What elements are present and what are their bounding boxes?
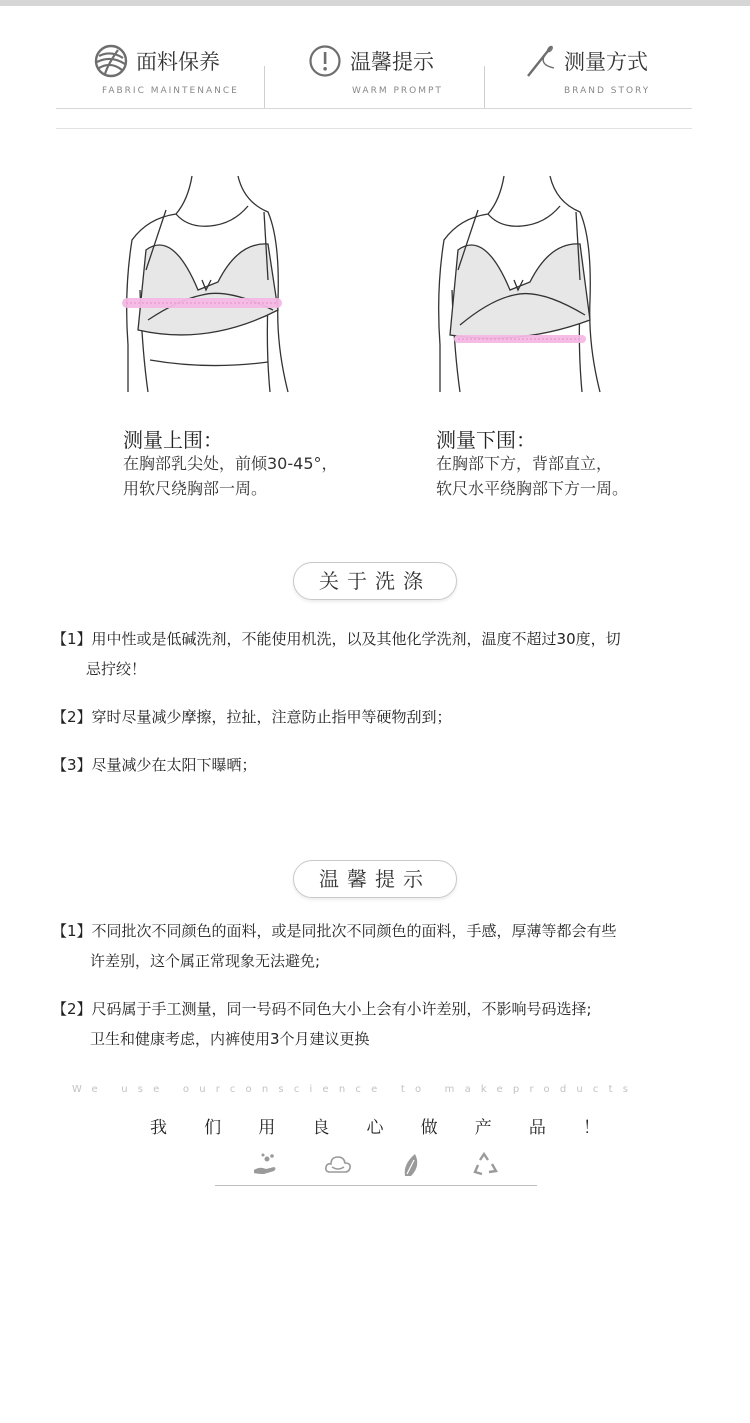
header-title: 温馨提示	[350, 50, 434, 74]
tips-item-2-line1: 【2】尺码属于手工测量，同一号码不同色大小上会有小许差别，不影响号码选择;	[52, 1000, 592, 1018]
slogan-char: ！	[583, 1118, 600, 1138]
washing-item-1	[52, 624, 621, 684]
yarn-ball-icon	[94, 44, 128, 82]
upper-bust-line1: 在胸部乳尖处，前倾30-45°，	[123, 454, 338, 473]
footer-english-slogan: We use ourconscience to makeproducts	[72, 1084, 639, 1095]
header-subtitle: BRAND STORY	[564, 86, 651, 96]
divider	[264, 66, 265, 108]
slogan-char: 良	[312, 1118, 330, 1138]
tips-item-2	[52, 994, 592, 1054]
upper-bust-line2: 用软尺绕胸部一周。	[123, 479, 268, 498]
washing-item-1-line2: 忌拧绞！	[86, 660, 147, 678]
header-underline	[56, 108, 692, 109]
slogan-char: 们	[204, 1118, 222, 1138]
slogan-char: 用	[258, 1118, 276, 1138]
cloud-icon	[323, 1150, 353, 1180]
washing-item-2: 【2】穿时尽量减少摩擦，拉扯，注意防止指甲等硬物刮到；	[52, 708, 452, 726]
header-subtitle: WARM PROMPT	[352, 86, 443, 96]
header-subtitle: FABRIC MAINTENANCE	[102, 86, 239, 96]
slogan-char: 做	[420, 1118, 438, 1138]
exclamation-circle-icon	[308, 44, 342, 82]
header-underline	[56, 128, 692, 129]
slogan-char: 产	[474, 1118, 492, 1138]
footer-underline	[215, 1185, 537, 1186]
header-item-fabric	[94, 40, 274, 106]
under-bust-line1: 在胸部下方，背部直立，	[436, 454, 613, 473]
top-bar	[0, 0, 750, 6]
recycle-icon	[470, 1150, 500, 1180]
header-title: 测量方式	[564, 50, 648, 74]
washing-heading: 关于洗涤	[293, 562, 457, 600]
under-bust-line2: 软尺水平绕胸部下方一周。	[436, 479, 629, 498]
tips-item-1-line2: 许差别，这个属正常现象无法避免;	[90, 952, 321, 970]
footer-slogan	[150, 1113, 600, 1138]
header-item-measure	[524, 40, 694, 106]
upper-bust-illustration	[118, 170, 298, 404]
header-title: 面料保养	[136, 50, 220, 74]
slogan-char: 品	[528, 1118, 546, 1138]
slogan-char: 我	[150, 1118, 167, 1138]
under-bust-illustration	[430, 170, 610, 404]
slogan-char: 心	[366, 1118, 384, 1138]
leaf-icon	[397, 1150, 427, 1180]
tips-item-1	[52, 916, 617, 976]
upper-bust-title: 测量上围：	[123, 428, 223, 452]
header-tabs	[56, 40, 692, 110]
under-bust-title: 测量下围：	[436, 428, 536, 452]
washing-item-3: 【3】尽量减少在太阳下曝晒；	[52, 756, 257, 774]
footer-icons	[250, 1150, 500, 1180]
header-item-prompt	[308, 40, 488, 106]
tips-item-2-line2: 卫生和健康考虑，内裤使用3个月建议更换	[90, 1030, 370, 1048]
needle-thread-icon	[524, 44, 558, 82]
divider	[484, 66, 485, 108]
tips-heading: 温馨提示	[293, 860, 457, 898]
tips-item-1-line1: 【1】不同批次不同颜色的面料，或是同批次不同颜色的面料，手感，厚薄等都会有些	[52, 922, 617, 940]
hand-water-icon	[250, 1150, 280, 1180]
washing-item-1-line1: 【1】用中性或是低碱洗剂，不能使用机洗，以及其他化学洗剂，温度不超过30度，切	[52, 630, 621, 648]
